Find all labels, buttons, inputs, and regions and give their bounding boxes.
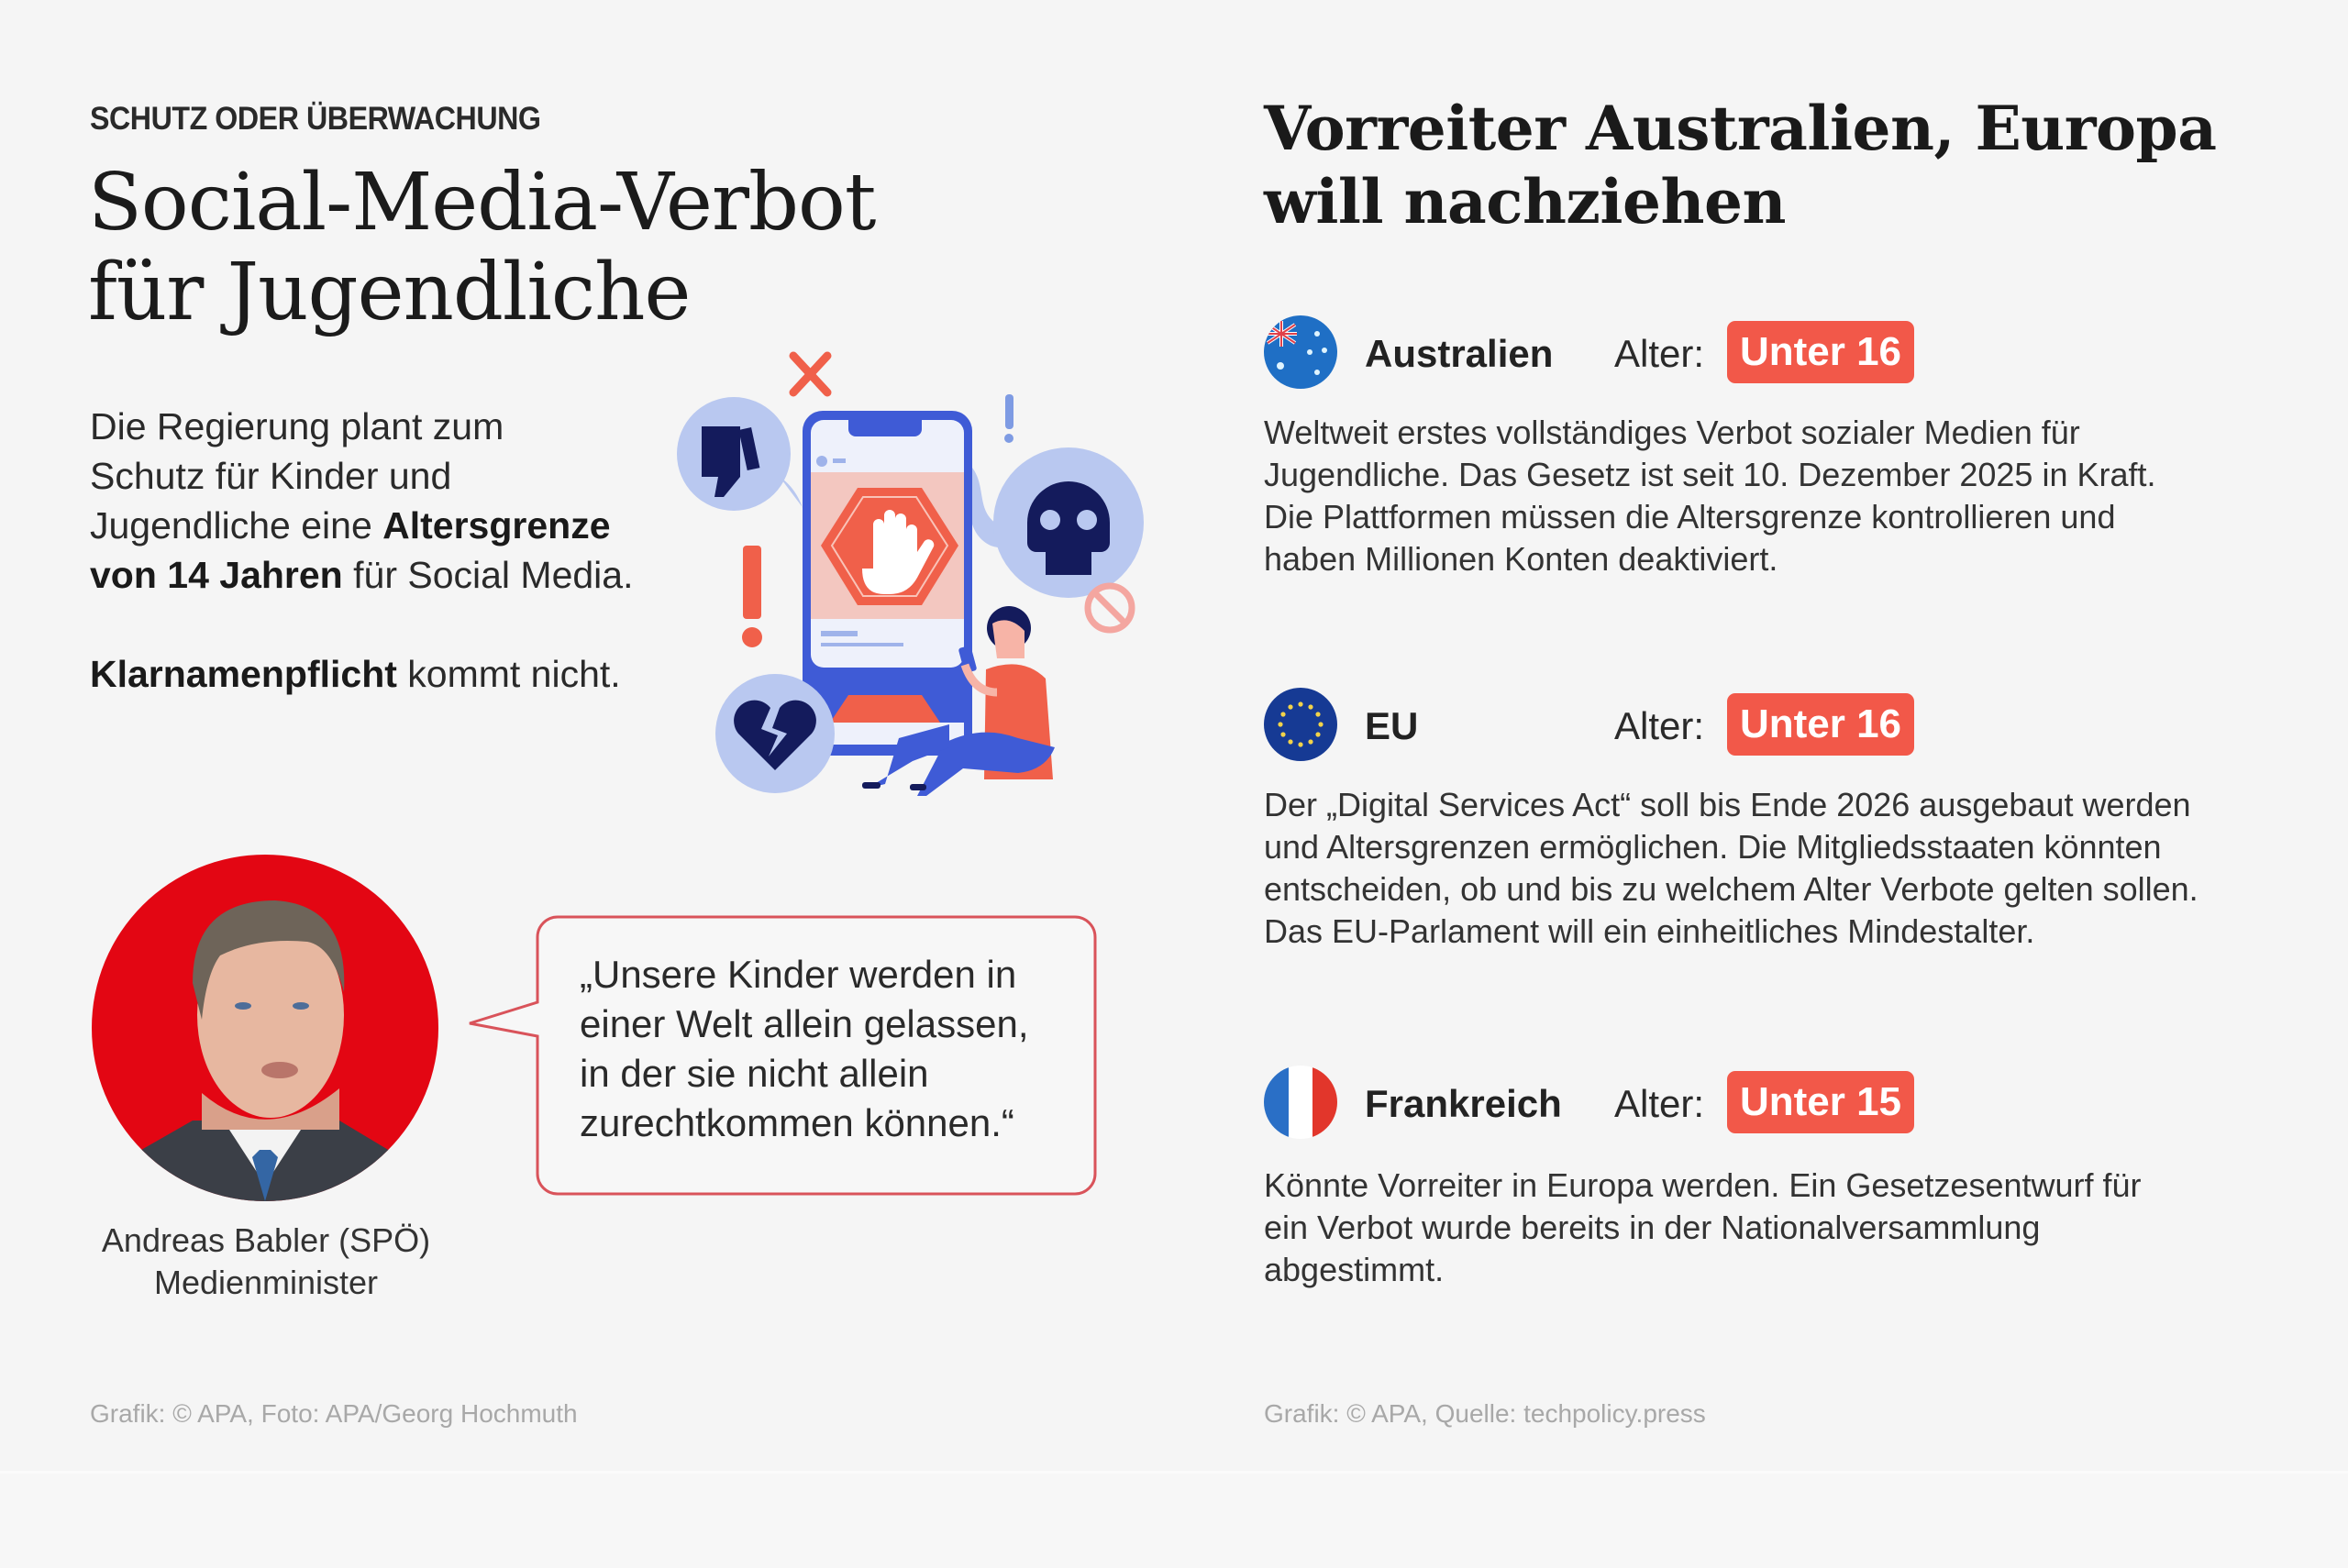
age-badge: Unter 16	[1727, 321, 1914, 383]
country-description-australia	[1264, 412, 2300, 580]
title-line-1: Social-Media-Verbot	[88, 157, 876, 248]
age-label: Alter:	[1614, 332, 1705, 375]
page-title	[88, 158, 875, 337]
country-name: EU	[1365, 704, 1419, 747]
note-paragraph	[90, 649, 621, 699]
desc-line: entscheiden, ob und bis zu welchem Alter Verbote gelten sollen.	[1264, 870, 2198, 908]
age-label: Alter:	[1614, 704, 1705, 747]
person-caption	[83, 1220, 449, 1304]
country-row-australia	[1264, 315, 2291, 389]
australia-flag-icon	[1264, 315, 1337, 389]
desc-line: abgestimmt.	[1264, 1251, 1445, 1288]
social-media-ban-illustration	[670, 339, 1156, 798]
country-description-france	[1264, 1165, 2300, 1291]
note-highlight: Klarnamenpflicht	[90, 653, 397, 695]
section-title-line-1: Vorreiter Australien, Europa	[1264, 93, 2217, 164]
intro-line-2: Schutz für Kinder und	[90, 455, 452, 497]
age-badge: Unter 15	[1727, 1071, 1914, 1133]
section-title-line-2: will nachziehen	[1264, 166, 1786, 237]
quote-line: einer Welt allein gelassen,	[580, 1002, 1029, 1045]
skull-icon	[993, 447, 1144, 598]
person-name: Andreas Babler (SPÖ)	[101, 1221, 431, 1259]
smartphone-icon	[803, 411, 972, 756]
desc-line: Die Plattformen müssen die Altersgrenze kontrollieren und	[1264, 498, 2116, 536]
intro-highlight: von 14 Jahren	[90, 554, 343, 596]
intro-text: für Social Media.	[342, 554, 634, 596]
exclamation-icon	[1004, 394, 1013, 443]
eu-flag-icon	[1264, 688, 1337, 761]
intro-highlight: Altersgrenze	[382, 504, 611, 547]
alert-exclamation-icon	[742, 546, 762, 647]
x-mark-icon	[793, 356, 827, 392]
quote-line: „Unsere Kinder werden in	[580, 953, 1017, 996]
intro-paragraph	[90, 402, 695, 600]
prohibited-icon	[1088, 586, 1132, 630]
thumbs-down-icon	[677, 397, 791, 511]
country-name: Australien	[1365, 332, 1554, 375]
desc-line: Könnte Vorreiter in Europa werden. Ein Gesetzesentwurf für	[1264, 1166, 2142, 1204]
france-flag-icon	[1264, 1066, 1337, 1139]
desc-line: Weltweit erstes vollständiges Verbot sozialer Medien für	[1264, 414, 2080, 451]
country-description-eu	[1264, 784, 2300, 953]
desc-line: Das EU-Parlament will ein einheitliches Mindestalter.	[1264, 912, 2035, 950]
desc-line: Jugendliche. Das Gesetz ist seit 10. Dezember 2025 in Kraft.	[1264, 456, 2156, 493]
person-role: Medienminister	[153, 1264, 379, 1301]
country-row-eu	[1264, 688, 2291, 761]
right-credit: Grafik: © APA, Quelle: techpolicy.press	[1264, 1399, 1706, 1428]
country-row-france	[1264, 1066, 2291, 1139]
left-credit: Grafik: © APA, Foto: APA/Georg Hochmuth	[90, 1399, 578, 1428]
desc-line: ein Verbot wurde bereits in der Nationalversammlung	[1264, 1209, 2041, 1246]
note-text: kommt nicht.	[396, 653, 621, 695]
portrait-photo	[92, 855, 438, 1201]
country-name: Frankreich	[1365, 1082, 1562, 1125]
age-label: Alter:	[1614, 1082, 1705, 1125]
avatar	[92, 855, 438, 1201]
section-title	[1264, 92, 2216, 238]
intro-line-3	[90, 501, 695, 550]
intro-line-1: Die Regierung plant zum	[90, 405, 504, 447]
kicker-label: SCHUTZ ODER ÜBERWACHUNG	[90, 101, 541, 137]
broken-heart-icon	[715, 674, 835, 793]
desc-line: haben Millionen Konten deaktiviert.	[1264, 540, 1778, 578]
quote-text	[580, 950, 1093, 1148]
quote-line: in der sie nicht allein	[580, 1052, 929, 1095]
desc-line: Der „Digital Services Act“ soll bis Ende 2026 ausgebaut werden	[1264, 786, 2191, 823]
bottom-divider	[0, 1471, 2348, 1568]
age-badge: Unter 16	[1727, 693, 1914, 756]
desc-line: und Altersgrenzen ermöglichen. Die Mitgliedsstaaten könnten	[1264, 828, 2162, 866]
intro-text: Jugendliche eine	[90, 504, 383, 547]
quote-line: zurechtkommen können.“	[580, 1101, 1014, 1144]
title-line-2: für Jugendliche	[88, 247, 691, 338]
intro-line-4	[90, 550, 695, 600]
